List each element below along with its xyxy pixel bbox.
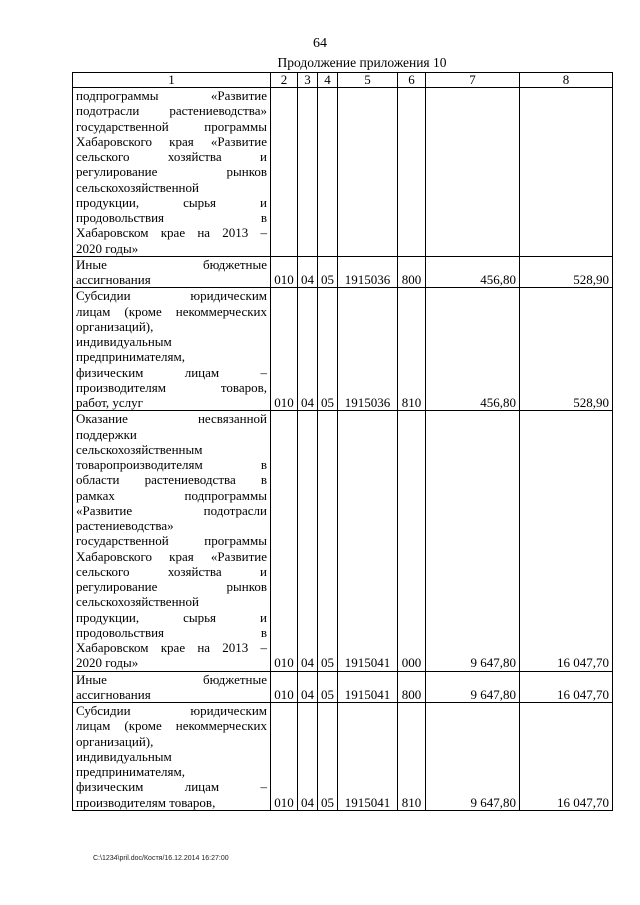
subsection-code-cell: 04 xyxy=(298,671,318,703)
item-code-cell: 05 xyxy=(318,288,338,411)
header-cell-3: 3 xyxy=(298,73,318,88)
amount-2015-cell: 9 647,80 xyxy=(426,411,520,671)
amount-2015-cell xyxy=(426,88,520,257)
target-article-cell: 1915041 xyxy=(338,411,398,671)
row-name-line: сельскохозяйственной xyxy=(76,179,199,195)
section-code-cell xyxy=(271,88,298,257)
budget-table xyxy=(72,72,613,811)
row-name-line: Хабаровского края «Развитие xyxy=(76,133,267,149)
subsection-code-cell: 04 xyxy=(298,288,318,411)
section-code-cell: 010 xyxy=(271,411,298,671)
amount-2016-cell xyxy=(520,88,613,257)
amount-2016-cell: 16 047,70 xyxy=(520,671,613,703)
expense-type-cell: 800 xyxy=(398,256,426,288)
amount-2015-cell: 456,80 xyxy=(426,256,520,288)
target-article-cell xyxy=(338,88,398,257)
header-cell-1: 1 xyxy=(73,73,271,88)
row-name-line: производителям товаров, xyxy=(76,794,216,810)
file-path-footer: C:\1234\pril.doc/Костя/16.12.2014 16:27:00 xyxy=(93,855,229,862)
amount-2015-cell: 9 647,80 xyxy=(426,703,520,811)
row-name-line: государственной программы xyxy=(76,533,267,549)
row-name-line: лицам (кроме некоммерческих xyxy=(76,718,267,734)
row-name-line: Оказание несвязанной xyxy=(76,411,267,427)
row-name-line: регулирование рынков xyxy=(76,164,267,180)
row-name-line: поддержки xyxy=(76,426,137,442)
row-name-line: «Развитие подотрасли xyxy=(76,502,267,518)
table-row xyxy=(73,288,613,411)
row-name-line: рамках подпрограммы xyxy=(76,487,267,503)
expense-type-cell: 800 xyxy=(398,671,426,703)
row-name-line: сельского хозяйства и xyxy=(76,149,267,164)
row-name-line: продукции, сырья и xyxy=(76,194,267,210)
table-row xyxy=(73,411,613,671)
header-cell-6: 6 xyxy=(398,73,426,88)
header-cell-4: 4 xyxy=(318,73,338,88)
item-code-cell xyxy=(318,88,338,257)
row-name-line: Хабаровского края «Развитие xyxy=(76,548,267,564)
row-name-line: сельскохозяйственным xyxy=(76,441,203,457)
page-number: 64 xyxy=(313,36,327,51)
table-row xyxy=(73,703,613,811)
row-name-line: индивидуальным xyxy=(76,748,172,764)
row-name-line: физическим лицам – xyxy=(76,779,267,795)
expense-type-cell: 000 xyxy=(398,411,426,671)
subsection-code-cell xyxy=(298,88,318,257)
row-name-line: Субсидии юридическим xyxy=(76,703,267,718)
expense-type-cell: 810 xyxy=(398,703,426,811)
row-name-line: сельскохозяйственной xyxy=(76,594,199,610)
target-article-cell: 1915036 xyxy=(338,288,398,411)
row-name-line: Хабаровском крае на 2013 – xyxy=(76,225,267,241)
subsection-code-cell: 04 xyxy=(298,703,318,811)
amount-2016-cell: 528,90 xyxy=(520,256,613,288)
item-code-cell: 05 xyxy=(318,256,338,288)
row-name-line: работ, услуг xyxy=(76,395,144,410)
header-cell-7: 7 xyxy=(426,73,520,88)
expense-type-cell: 810 xyxy=(398,288,426,411)
row-name-line: сельского хозяйства и xyxy=(76,563,267,579)
expense-type-cell xyxy=(398,88,426,257)
item-code-cell: 05 xyxy=(318,411,338,671)
header-cell-5: 5 xyxy=(338,73,398,88)
row-name-line: 2020 годы» xyxy=(76,240,139,256)
row-name-line: 2020 годы» xyxy=(76,655,139,671)
section-code-cell: 010 xyxy=(271,671,298,703)
header-cell-2: 2 xyxy=(271,73,298,88)
table-row xyxy=(73,671,613,703)
header-row xyxy=(73,73,613,88)
row-name-line: государственной программы xyxy=(76,118,267,134)
row-name-line: Иные бюджетные xyxy=(76,671,267,687)
section-code-cell: 010 xyxy=(271,288,298,411)
row-name-cell xyxy=(73,703,271,811)
row-name-line: предпринимателям, xyxy=(76,349,185,365)
section-code-cell: 010 xyxy=(271,256,298,288)
row-name-line: организаций), xyxy=(76,318,154,334)
table-row xyxy=(73,256,613,288)
row-name-line: предпринимателям, xyxy=(76,764,185,779)
row-name-line: продовольствия в xyxy=(76,624,267,640)
row-name-line: организаций), xyxy=(76,733,154,749)
row-name-line: подотрасли растениеводства» xyxy=(76,103,267,119)
subsection-code-cell: 04 xyxy=(298,411,318,671)
item-code-cell: 05 xyxy=(318,671,338,703)
row-name-line: Субсидии юридическим xyxy=(76,288,267,304)
target-article-cell: 1915041 xyxy=(338,703,398,811)
table-subtitle: Продолжение приложения 10 xyxy=(277,55,447,70)
amount-2016-cell: 528,90 xyxy=(520,288,613,411)
row-name-line: товаропроизводителям в xyxy=(76,457,267,472)
row-name-line: ассигнования xyxy=(76,686,151,702)
row-name-cell xyxy=(73,88,271,257)
subsection-code-cell: 04 xyxy=(298,256,318,288)
amount-2015-cell: 9 647,80 xyxy=(426,671,520,703)
table-row xyxy=(73,88,613,257)
row-name-line: производителям товаров, xyxy=(76,379,267,395)
row-name-line: продукции, сырья и xyxy=(76,609,267,625)
target-article-cell: 1915036 xyxy=(338,256,398,288)
row-name-cell xyxy=(73,288,271,411)
row-name-line: подпрограммы «Развитие xyxy=(76,88,267,103)
row-name-line: Иные бюджетные xyxy=(76,256,267,272)
amount-2016-cell: 16 047,70 xyxy=(520,411,613,671)
row-name-cell xyxy=(73,671,271,703)
row-name-line: области растениеводства в xyxy=(76,472,267,488)
item-code-cell: 05 xyxy=(318,703,338,811)
row-name-line: растениеводства» xyxy=(76,518,174,533)
row-name-cell xyxy=(73,256,271,288)
section-code-cell: 010 xyxy=(271,703,298,811)
row-name-line: продовольствия в xyxy=(76,210,267,225)
row-name-line: Хабаровском крае на 2013 – xyxy=(76,640,267,655)
row-name-line: физическим лицам – xyxy=(76,364,267,380)
row-name-line: лицам (кроме некоммерческих xyxy=(76,303,267,319)
amount-2016-cell: 16 047,70 xyxy=(520,703,613,811)
target-article-cell: 1915041 xyxy=(338,671,398,703)
amount-2015-cell: 456,80 xyxy=(426,288,520,411)
row-name-line: регулирование рынков xyxy=(76,579,267,594)
header-cell-8: 8 xyxy=(520,73,613,88)
row-name-line: ассигнования xyxy=(76,272,151,287)
row-name-cell xyxy=(73,411,271,671)
row-name-line: индивидуальным xyxy=(76,334,172,349)
